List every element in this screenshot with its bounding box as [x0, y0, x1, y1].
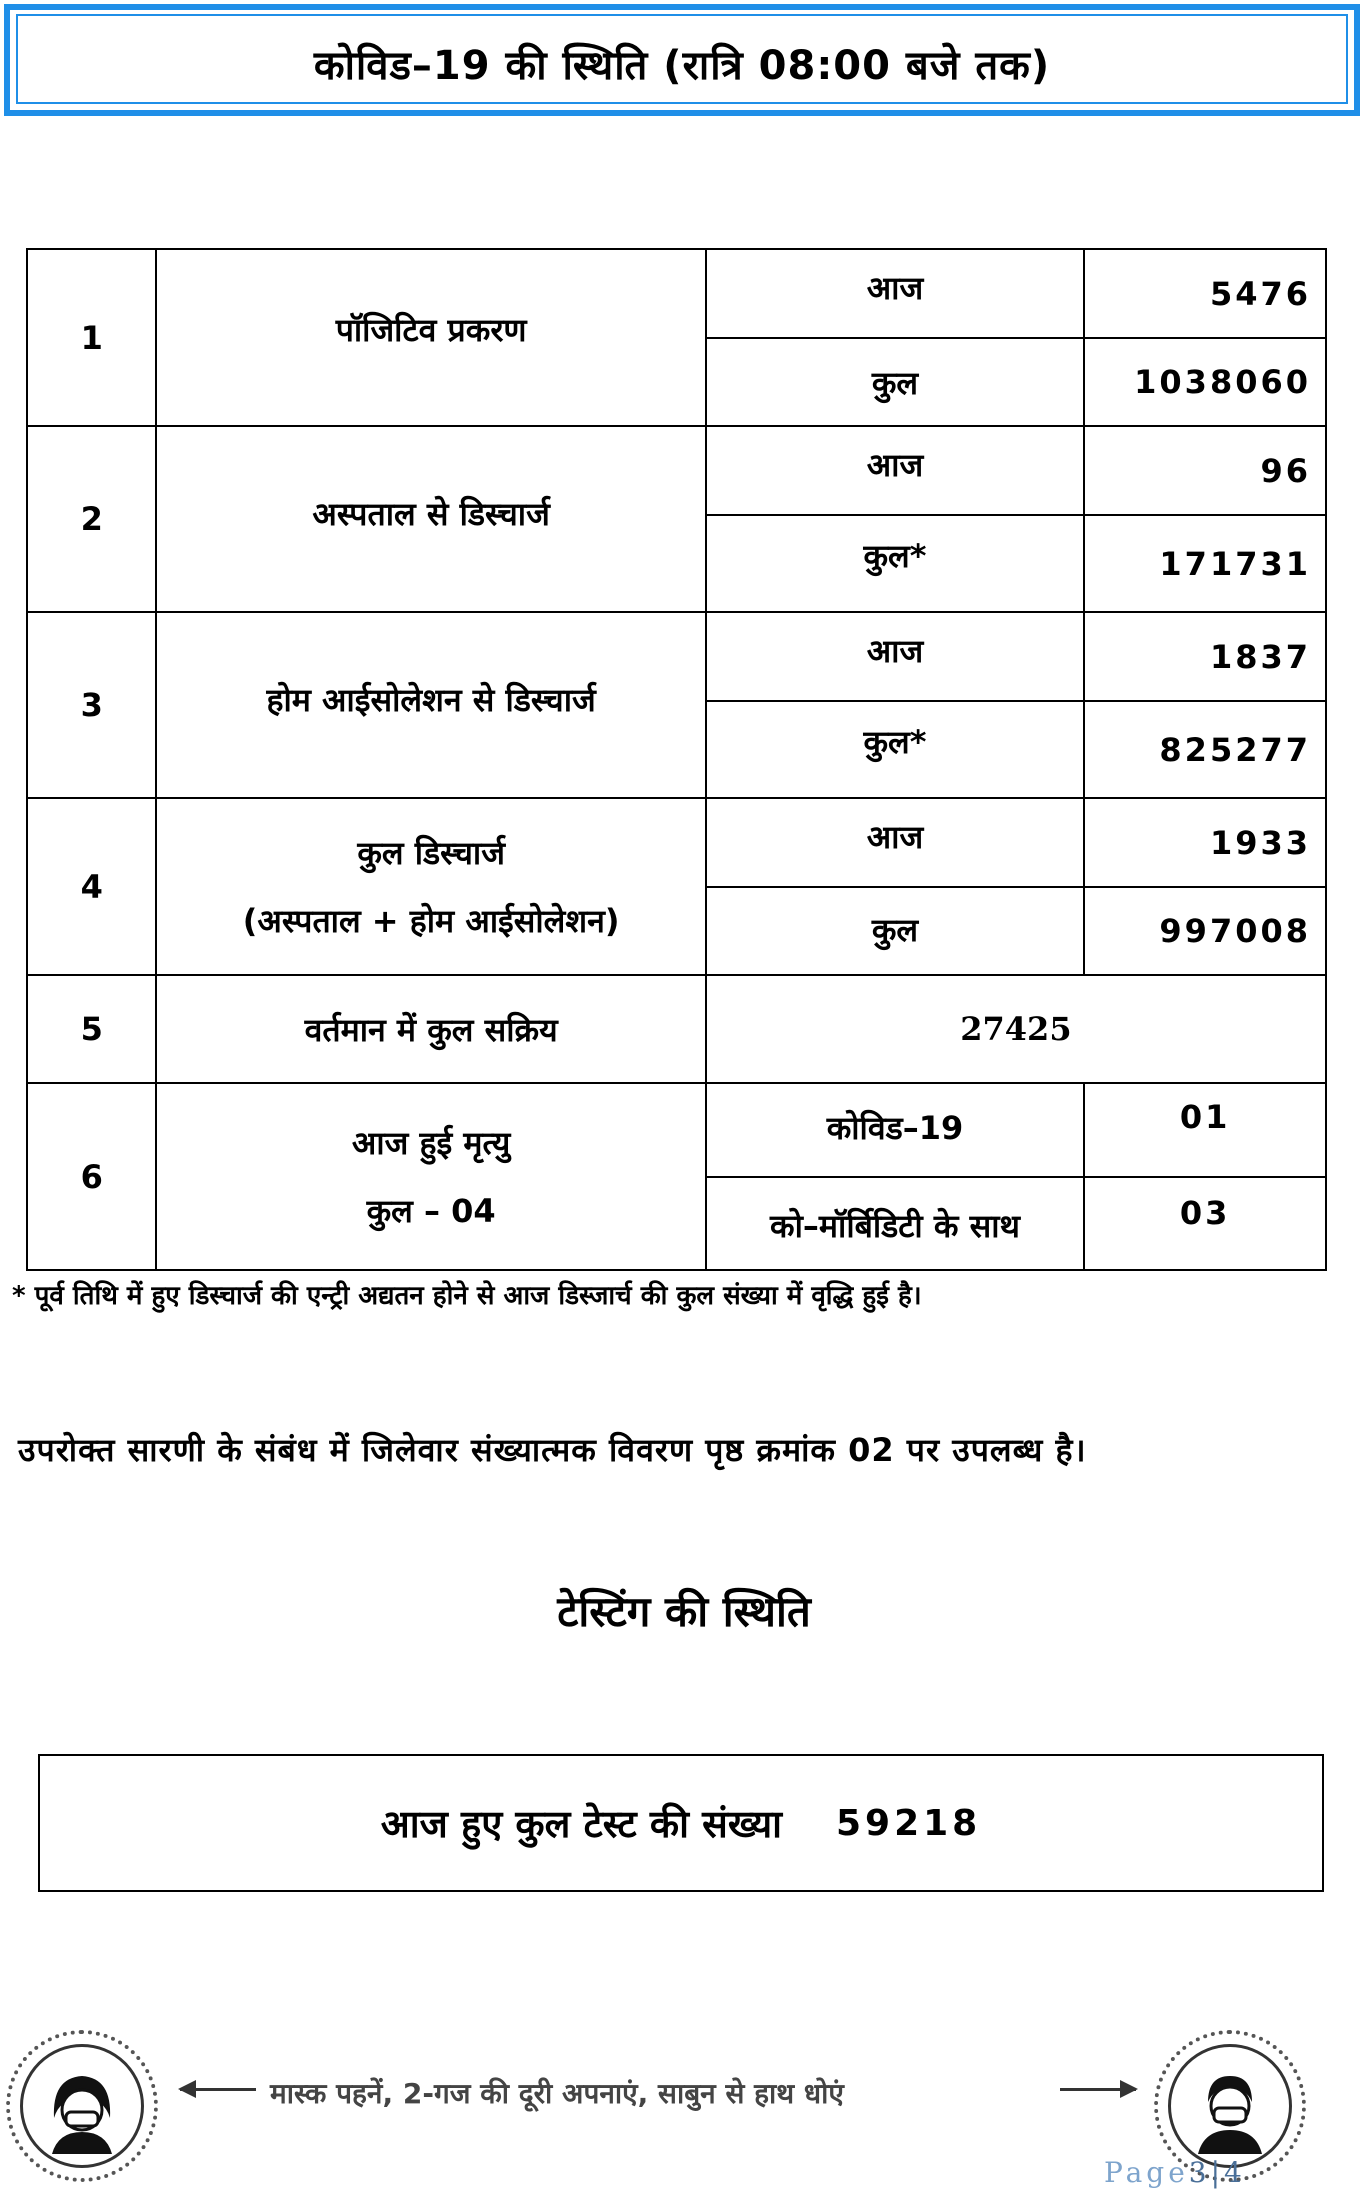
- footer-slogan: मास्क पहनें, 2-गज की दूरी अपनाएं, साबुन से हाथ धोएं: [270, 2077, 844, 2110]
- title-box: [4, 4, 1360, 116]
- sub-label-text: आज: [866, 632, 924, 670]
- row-label-text: पॉजिटिव प्रकरण: [335, 311, 527, 349]
- sub-label-text: को–मॉर्बिडिटी के साथ: [770, 1207, 1020, 1245]
- sub-value: 1933: [1084, 798, 1326, 887]
- sub-label-text: आज: [866, 446, 924, 484]
- reference-paragraph: उपरोक्त सारणी के संबंध में जिलेवार संख्यात्मक विवरण पृष्ठ क्रमांक 02 पर उपलब्ध है।: [18, 1431, 1087, 1469]
- sub-value: 5476: [1084, 249, 1326, 338]
- row-label: [156, 426, 705, 612]
- sub-value: 171731: [1084, 515, 1326, 612]
- sub-label: [706, 338, 1084, 426]
- title-inner-frame: [16, 14, 1348, 104]
- sub-label: [706, 249, 1084, 338]
- sub-label-text: कुल*: [863, 723, 927, 761]
- sub-label-text: कुल: [871, 911, 919, 949]
- active-cases-value: 27425: [706, 975, 1326, 1083]
- sub-value-text: 03: [1179, 1194, 1231, 1232]
- row-label: [156, 249, 705, 426]
- row-label-text: अस्पताल से डिस्चार्ज: [312, 494, 550, 533]
- row-number: 6: [27, 1083, 156, 1270]
- row-label: [156, 798, 705, 975]
- page-label: Page: [1104, 2156, 1189, 2189]
- sub-label-text: आज: [866, 269, 924, 307]
- row-label-line1: आज हुई मृत्यु: [351, 1123, 511, 1162]
- sub-value: 96: [1084, 426, 1326, 515]
- testing-box: [38, 1754, 1324, 1892]
- row-number: 2: [27, 426, 156, 612]
- table-row: [27, 798, 1326, 887]
- row-label: [156, 612, 705, 798]
- page-total: 4: [1224, 2156, 1246, 2189]
- sub-label-text: कोविड–19: [826, 1109, 964, 1147]
- table-row: [27, 612, 1326, 701]
- table-row: [27, 426, 1326, 515]
- sub-label: [706, 1083, 1084, 1177]
- masked-woman-icon: [6, 2030, 158, 2182]
- testing-heading: टेस्टिंग की स्थिति: [557, 1587, 811, 1636]
- row-number: 4: [27, 798, 156, 975]
- sub-label: [706, 701, 1084, 798]
- testing-label: आज हुए कुल टेस्ट की संख्या: [380, 1802, 782, 1846]
- page-current: 3: [1188, 2156, 1211, 2189]
- row-number: 1: [27, 249, 156, 426]
- row-label: वर्तमान में कुल सक्रिय: [156, 975, 705, 1083]
- sub-value-text: 01: [1179, 1098, 1231, 1136]
- row-label: [156, 1083, 705, 1270]
- row-number: 3: [27, 612, 156, 798]
- sub-value: [1084, 1177, 1326, 1270]
- sub-value: 997008: [1084, 887, 1326, 975]
- right-arrow-icon: [1060, 2088, 1136, 2091]
- sub-label: [706, 798, 1084, 887]
- footer-banner: [0, 2030, 1368, 2150]
- sub-label: [706, 887, 1084, 975]
- table-row: [27, 1083, 1326, 1177]
- page-separator: |: [1210, 2156, 1225, 2189]
- footnote: * पूर्व तिथि में हुए डिस्चार्ज की एन्ट्री अद्यतन होने से आज डिस्जार्च की कुल संख्या में वृद्धि हुई है।: [12, 1281, 922, 1311]
- table-row: [27, 249, 1326, 338]
- row-label-text: होम आईसोलेशन से डिस्चार्ज: [266, 680, 596, 719]
- row-label-line1: कुल डिस्चार्ज: [357, 833, 505, 872]
- sub-label-text: आज: [866, 818, 924, 856]
- sub-label: [706, 1177, 1084, 1270]
- sub-value: [1084, 1083, 1326, 1177]
- sub-label: [706, 426, 1084, 515]
- sub-label: [706, 515, 1084, 612]
- row-number: 5: [27, 975, 156, 1083]
- covid-status-table: [26, 248, 1327, 1271]
- sub-value: 1038060: [1084, 338, 1326, 426]
- table-row: [27, 975, 1326, 1083]
- left-arrow-icon: [180, 2088, 256, 2091]
- row-label-line2: (अस्पताल + होम आईसोलेशन): [242, 901, 620, 940]
- page-title: कोविड–19 की स्थिति (रात्रि 08:00 बजे तक): [313, 43, 1051, 89]
- sub-value: 825277: [1084, 701, 1326, 798]
- page-number: [1104, 2156, 1246, 2189]
- sub-label-text: कुल: [871, 364, 919, 402]
- testing-value: 59218: [835, 1802, 982, 1844]
- sub-label-text: कुल*: [863, 537, 927, 575]
- row-label-line2: कुल – 04: [366, 1191, 496, 1230]
- sub-label: [706, 612, 1084, 701]
- sub-value: 1837: [1084, 612, 1326, 701]
